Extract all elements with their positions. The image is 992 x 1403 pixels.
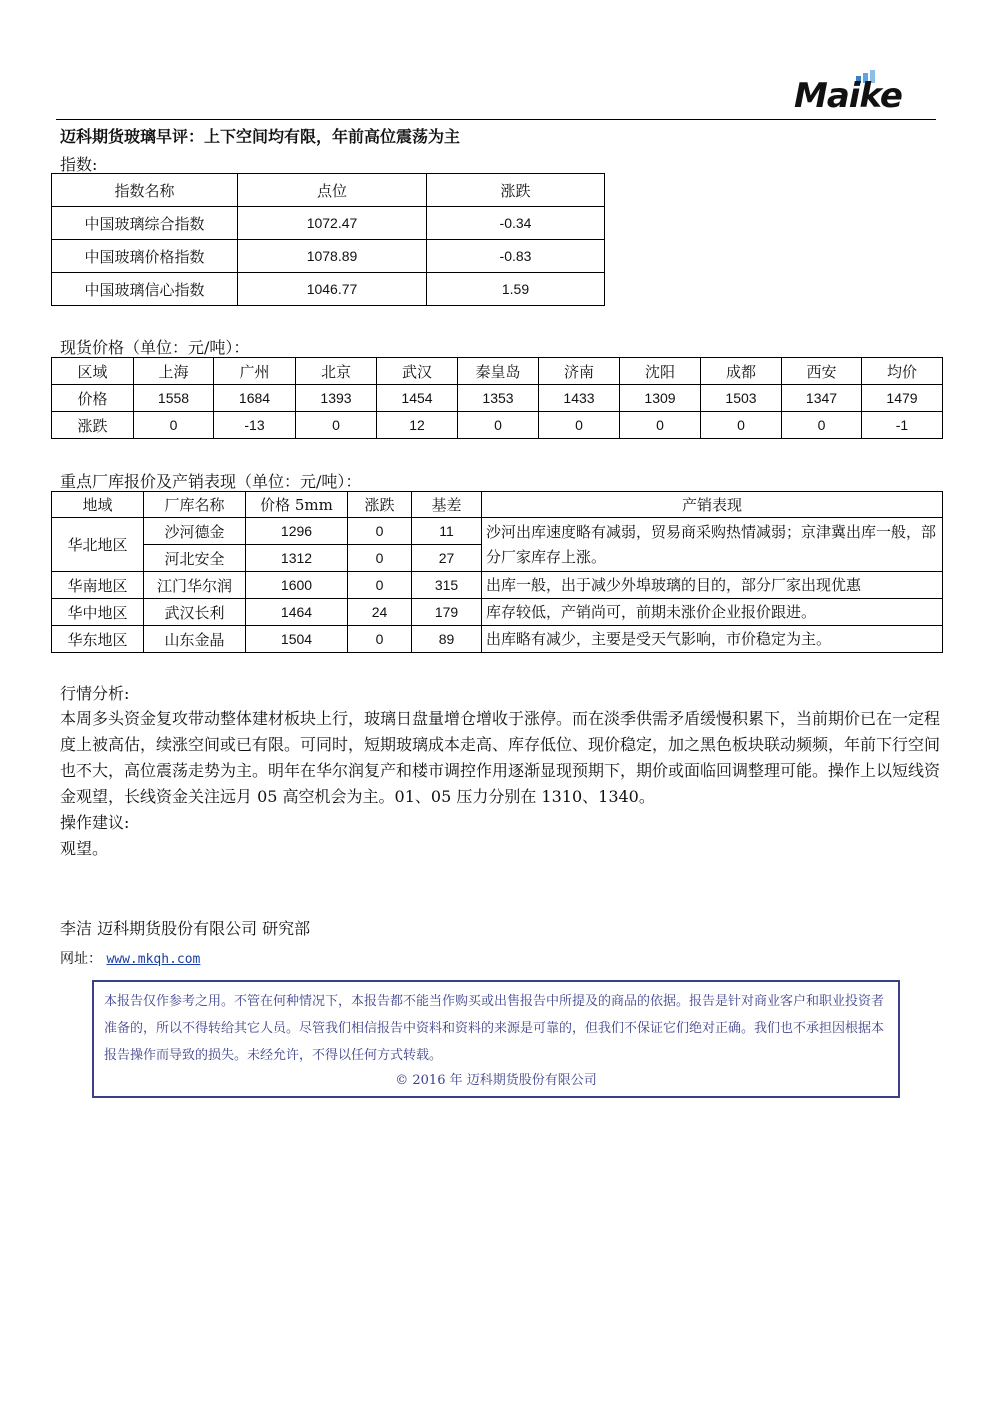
logo-text: Maike [794, 76, 902, 116]
spot-region: 成都 [701, 358, 782, 385]
table-row [52, 626, 943, 653]
factory-region: 华中地区 [52, 599, 144, 626]
author-line: 李洁 迈科期货股份有限公司 研究部 [60, 919, 311, 938]
factory-price: 1504 [246, 626, 348, 653]
factory-name: 江门华尔润 [144, 572, 246, 599]
factory-price: 1464 [246, 599, 348, 626]
copyright-text: © 2016 年 迈科期货股份有限公司 [395, 1073, 597, 1088]
spot-price-row [52, 385, 943, 412]
factory-price: 1312 [246, 545, 348, 572]
index-header-value: 点位 [238, 174, 427, 207]
spot-change: -13 [214, 412, 296, 439]
disclaimer-text: 本报告仅作参考之用。不管在何种情况下，本报告都不能当作购买或出售报告中所提及的商品的依据。报告是针对商业客户和职业投资者准备的，所以不得转给其它人员。尽管我们相信报告中资料和资料的来源是可靠的，但我们不保证它们绝对正确。我们也不承担因根据本报告操作而导致的损失。未经允许，不得以任何方式转载。 [104, 994, 885, 1063]
table-row [52, 572, 943, 599]
factory-change: 0 [348, 572, 412, 599]
table-row [52, 273, 605, 306]
factory-header-name: 厂库名称 [144, 492, 246, 518]
index-value: 1046.77 [238, 273, 427, 306]
factory-price: 1296 [246, 518, 348, 545]
index-change: -0.34 [427, 207, 605, 240]
spot-region: 广州 [214, 358, 296, 385]
factory-region: 华南地区 [52, 572, 144, 599]
factory-basis: 315 [412, 572, 482, 599]
analysis-body: 本周多头资金复攻带动整体建材板块上行，玻璃日盘量增仓增收于涨停。而在淡季供需矛盾缓慢积累下，当前期价已在一定程度上被高估，续涨空间或已有限。可同时，短期玻璃成本走高、库存低位、现价稳定，加之黑色板块联动频频，年前下行空间也不大，高位震荡走势为主。明年在华尔润复产和楼市调控作用逐渐显现预期下，期价或面临回调整理可能。操作上以短线资金观望，长线资金关注远月 05 高空机会为主。01、05 压力分别在 1310、1340。 [60, 709, 941, 806]
website-label: 网址： [60, 951, 102, 967]
factory-name: 河北安全 [144, 545, 246, 572]
index-header-change: 涨跌 [427, 174, 605, 207]
factory-header-change: 涨跌 [348, 492, 412, 518]
spot-change: 0 [620, 412, 701, 439]
spot-price: 1479 [862, 385, 943, 412]
disclaimer-box [92, 980, 900, 1098]
factory-comment: 出库一般，出于减少外埠玻璃的目的，部分厂家出现优惠 [482, 572, 943, 599]
spot-change: 0 [134, 412, 214, 439]
spot-row-label: 价格 [52, 385, 134, 412]
spot-change: -1 [862, 412, 943, 439]
table-row [52, 240, 605, 273]
factory-comment: 沙河出库速度略有减弱，贸易商采购热情减弱；京津冀出库一般，部分厂家库存上涨。 [482, 518, 943, 572]
spot-region: 北京 [296, 358, 377, 385]
spot-change: 0 [782, 412, 862, 439]
analysis-heading: 行情分析: [60, 684, 130, 703]
factory-comment: 出库略有减少，主要是受天气影响，市价稳定为主。 [482, 626, 943, 653]
factory-change: 0 [348, 626, 412, 653]
header-rule [56, 119, 936, 120]
spot-price: 1309 [620, 385, 701, 412]
spot-price: 1433 [539, 385, 620, 412]
spot-price: 1347 [782, 385, 862, 412]
factory-change: 0 [348, 518, 412, 545]
spot-price: 1393 [296, 385, 377, 412]
spot-region: 均价 [862, 358, 943, 385]
factory-basis: 11 [412, 518, 482, 545]
table-row [52, 518, 943, 545]
spot-change: 0 [701, 412, 782, 439]
table-row [52, 207, 605, 240]
factory-name: 山东金晶 [144, 626, 246, 653]
spot-change: 0 [458, 412, 539, 439]
spot-region: 秦皇岛 [458, 358, 539, 385]
factory-change: 24 [348, 599, 412, 626]
website-line [60, 948, 200, 968]
spot-row-label: 区域 [52, 358, 134, 385]
spot-price: 1503 [701, 385, 782, 412]
spot-price: 1353 [458, 385, 539, 412]
factory-region: 华东地区 [52, 626, 144, 653]
index-header-name: 指数名称 [52, 174, 238, 207]
index-name: 中国玻璃信心指数 [52, 273, 238, 306]
factory-comment: 库存较低，产销尚可，前期未涨价企业报价跟进。 [482, 599, 943, 626]
spot-change-row [52, 412, 943, 439]
spot-table [51, 357, 943, 439]
advice-heading: 操作建议: [60, 813, 130, 832]
factory-header-price: 价格 5mm [246, 492, 348, 518]
factory-basis: 27 [412, 545, 482, 572]
factory-change: 0 [348, 545, 412, 572]
factory-basis: 179 [412, 599, 482, 626]
analysis-section [60, 706, 940, 862]
spot-change: 0 [296, 412, 377, 439]
spot-region: 上海 [134, 358, 214, 385]
factory-table [51, 491, 943, 653]
index-value: 1078.89 [238, 240, 427, 273]
index-table [51, 173, 605, 306]
index-label: 指数: [60, 155, 98, 174]
spot-price: 1684 [214, 385, 296, 412]
spot-region: 西安 [782, 358, 862, 385]
factory-header-region: 地域 [52, 492, 144, 518]
index-value: 1072.47 [238, 207, 427, 240]
spot-price: 1558 [134, 385, 214, 412]
index-name: 中国玻璃价格指数 [52, 240, 238, 273]
spot-change: 12 [377, 412, 458, 439]
maike-logo [794, 72, 934, 120]
factory-region: 华北地区 [52, 518, 144, 572]
report-title: 迈科期货玻璃早评：上下空间均有限，年前高位震荡为主 [60, 127, 461, 146]
factory-header-comment: 产销表现 [482, 492, 943, 518]
index-change: 1.59 [427, 273, 605, 306]
index-change: -0.83 [427, 240, 605, 273]
spot-region: 沈阳 [620, 358, 701, 385]
spot-change: 0 [539, 412, 620, 439]
spot-region: 武汉 [377, 358, 458, 385]
advice-text: 观望。 [60, 839, 109, 858]
factory-header-basis: 基差 [412, 492, 482, 518]
spot-price: 1454 [377, 385, 458, 412]
spot-label: 现货价格（单位：元/吨）： [60, 338, 250, 357]
spot-region: 济南 [539, 358, 620, 385]
factory-basis: 89 [412, 626, 482, 653]
factory-name: 武汉长利 [144, 599, 246, 626]
spot-region-row [52, 358, 943, 385]
index-name: 中国玻璃综合指数 [52, 207, 238, 240]
spot-row-label: 涨跌 [52, 412, 134, 439]
factory-price: 1600 [246, 572, 348, 599]
factory-label: 重点厂库报价及产销表现（单位：元/吨）： [60, 472, 362, 491]
factory-name: 沙河德金 [144, 518, 246, 545]
table-row [52, 599, 943, 626]
website-link[interactable]: www.mkqh.com [106, 952, 201, 967]
